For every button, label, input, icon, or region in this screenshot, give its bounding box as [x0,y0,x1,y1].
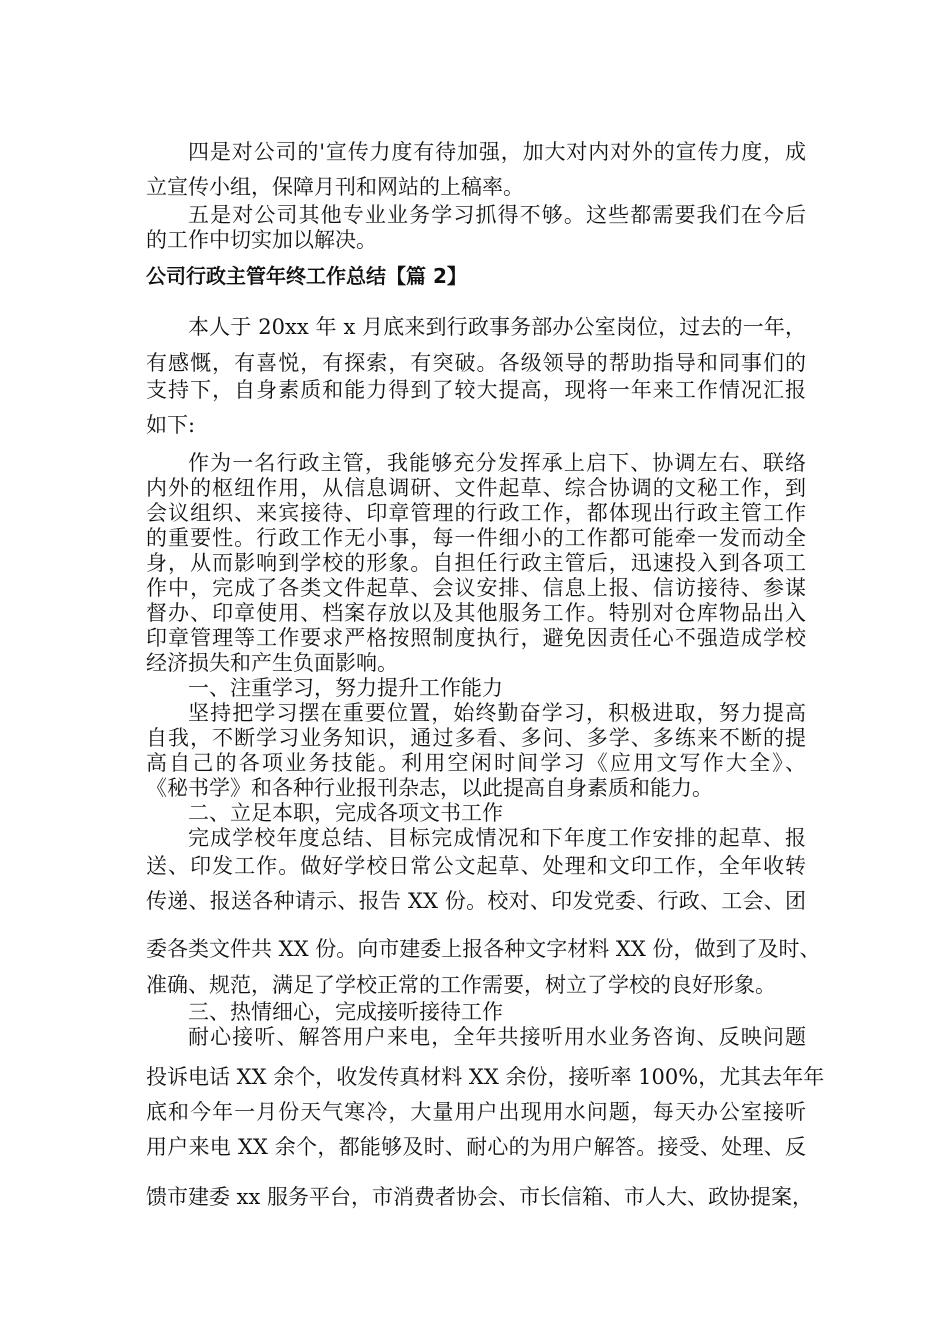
paragraph-line: 督办、印章使用、档案存放以及其他服务工作。特别对仓库物品出入 [146,601,806,625]
paragraph-line: 准确、规范，满足了学校正常的工作需要，树立了学校的良好形象。 [146,973,776,997]
paragraph-line: 用户来电 XX 余个，都能够及时、耐心的为用户解答。接受、处理、反 [146,1135,806,1159]
paragraph-line: 的工作中切实加以解决。 [146,228,377,252]
paragraph-line: 耐心接听、解答用户来电，全年共接听用水业务咨询、反映问题 [188,1025,806,1049]
section-heading: 公司行政主管年终工作总结【篇 2】 [146,264,467,288]
paragraph-line: 委各类文件共 XX 份。向市建委上报各种文字材料 XX 份，做到了及时、 [146,937,821,961]
paragraph-line: 四是对公司的'宣传力度有待加强，加大对内对外的宣传力度，成 [188,140,806,164]
paragraph-line: 投诉电话 XX 余个，收发传真材料 XX 余份，接听率 100%，尤其去年年 [146,1065,825,1089]
paragraph-line: 内外的枢纽作用，从信息调研、文件起草、综合协调的文秘工作，到 [146,476,806,500]
paragraph-line: 馈市建委 xx 服务平台，市消费者协会、市长信箱、市人大、政协提案， [146,1185,814,1209]
paragraph-line: 作中，完成了各类文件起草、会议安排、信息上报、信访接待、参谋 [146,576,806,600]
paragraph-line: 会议组织、来宾接待、印章管理的行政工作，都体现出行政主管工作 [146,501,806,525]
paragraph-line: 的重要性。行政工作无小事，每一件细小的工作都可能牵一发而动全 [146,526,806,550]
paragraph-line: 送、印发工作。做好学校日常公文起草、处理和文印工作，全年收转 [146,854,806,878]
paragraph-line: 印章管理等工作要求严格按照制度执行，避免因责任心不强造成学校 [146,626,806,650]
paragraph-line: 坚持把学习摆在重要位置，始终勤奋学习，积极进取，努力提高 [188,701,806,725]
paragraph-line: 完成学校年度总结、目标完成情况和下年度工作安排的起草、报 [188,826,806,850]
paragraph-line: 立宣传小组，保障月刊和网站的上稿率。 [146,175,524,199]
paragraph-line: 自我，不断学习业务知识，通过多看、多问、多学、多练来不断的提 [146,726,806,750]
paragraph-line: 作为一名行政主管，我能够充分发挥承上启下、协调左右、联络 [188,451,806,475]
subheading: 三、热情细心，完成接听接待工作 [188,1000,503,1024]
paragraph-line: 底和今年一月份天气寒冷，大量用户出现用水问题，每天办公室接听 [146,1100,806,1124]
subheading: 二、立足本职，完成各项文书工作 [188,801,503,825]
paragraph-line: 经济损失和产生负面影响。 [146,651,398,675]
paragraph-line: 《秘书学》和各种行业报刊杂志，以此提高自身素质和能力。 [146,776,713,800]
paragraph-line: 本人于 20xx 年 x 月底来到行政事务部办公室岗位，过去的一年， [188,315,806,339]
paragraph-line: 支持下，自身素质和能力得到了较大提高，现将一年来工作情况汇报 [146,378,806,402]
paragraph-line: 五是对公司其他专业业务学习抓得不够。这些都需要我们在今后 [188,203,806,227]
paragraph-line: 高自己的各项业务技能。利用空闲时间学习《应用文写作大全》、 [146,751,806,775]
paragraph-line: 有感慨，有喜悦，有探索，有突破。各级领导的帮助指导和同事们的 [146,351,806,375]
paragraph-line: 身，从而影响到学校的形象。自担任行政主管后，迅速投入到各项工 [146,551,806,575]
paragraph-line: 传递、报送各种请示、报告 XX 份。校对、印发党委、行政、工会、团 [146,889,806,913]
paragraph-line: 如下: [146,413,196,437]
subheading: 一、注重学习，努力提升工作能力 [188,676,503,700]
